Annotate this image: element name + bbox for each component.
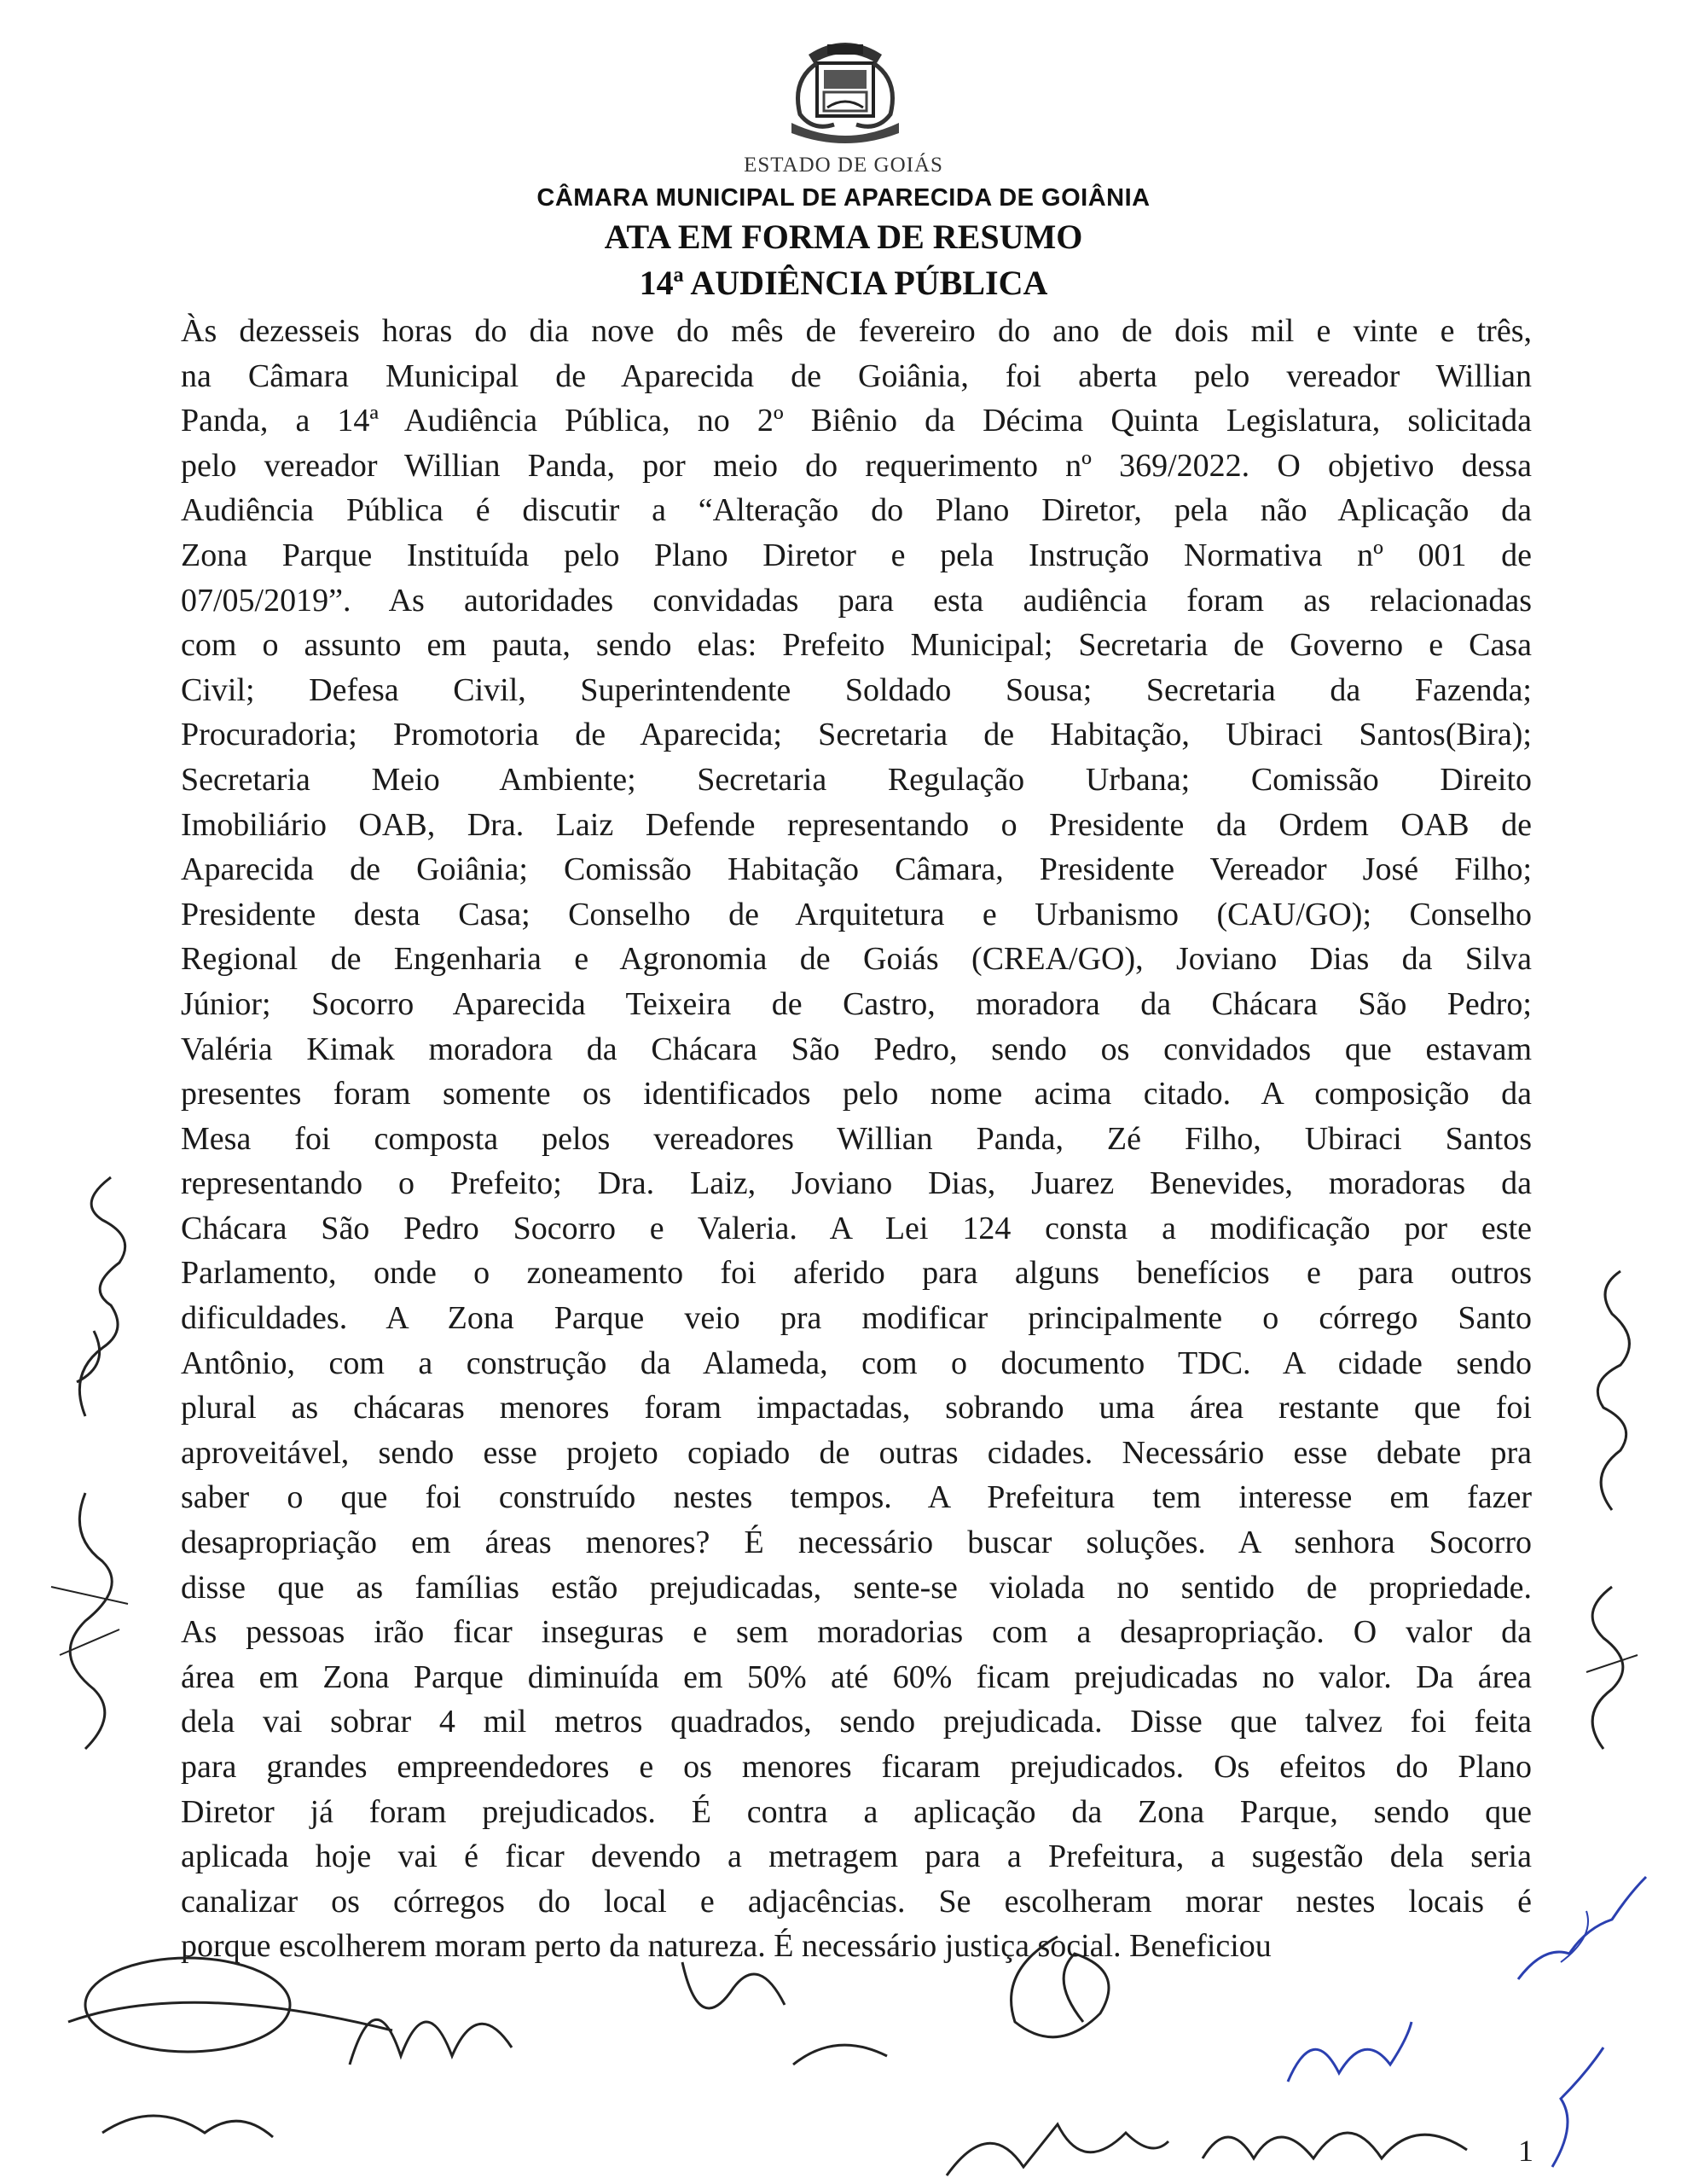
body-line: Panda, a 14ª Audiência Pública, no 2º Biênio da Décima Quinta Legislatura, solicitada [181,403,1532,439]
body-line: Diretor já foram prejudicados. É contra a aplicação da Zona Parque, sendo que [181,1793,1532,1830]
signature-right-2 [1561,1570,1655,1757]
body-line: Júnior; Socorro Aparecida Teixeira de Castro, moradora da Chácara São Pedro; [181,985,1532,1022]
body-line: Parlamento, onde o zoneamento foi aferido para alguns benefícios e para outros [181,1255,1532,1292]
body-line: plural as chácaras menores foram impactadas, sobrando uma área restante que foi [181,1390,1532,1426]
signature-bottom-right [1535,2039,1629,2175]
body-line: Secretaria Meio Ambiente; Secretaria Regulação Urbana; Comissão Direito [181,761,1532,798]
signature-bottom-4 [981,1928,1134,2065]
signature-bottom-3 [665,1937,938,2090]
document-title: ATA EM FORMA DE RESUMO [604,218,1083,256]
body-line: porque escolherem moram perto da natureza. É necessário justiça social. Beneficiou [181,1928,1272,1965]
body-line: Às dezesseis horas do dia nove do mês de fevereiro do ano de dois mil e vinte e três, [181,313,1532,349]
state-name: ESTADO DE GOIÁS [744,154,943,177]
body-line: para grandes empreendedores e os menores ficaram prejudicados. Os efeitos do Plano [181,1749,1532,1785]
chamber-name: CÂMARA MUNICIPAL DE APARECIDA DE GOIÂNIA [536,184,1151,212]
signature-left-1 [51,1160,145,1433]
signature-bottom-6 [938,2107,1177,2184]
minutes-body [181,309,1532,1969]
body-line: na Câmara Municipal de Aparecida de Goiânia, foi aberta pelo vereador Willian [181,357,1532,394]
signature-right-blue [1510,1860,1655,1988]
body-line: As pessoas irão ficar inseguras e sem moradorias com a desapropriação. O valor da [181,1614,1532,1651]
body-line: dela vai sobrar 4 mil metros quadrados, sendo prejudicada. Disse que talvez foi feita [181,1704,1532,1740]
body-line: canalizar os córregos do local e adjacências. Se escolheram morar nestes locais é [181,1883,1532,1920]
body-line: área em Zona Parque diminuída em 50% até 60% ficam prejudicadas no valor. Da área [181,1658,1532,1695]
body-line: aplicada hoje vai é ficar devendo a metragem para a Prefeitura, a sugestão dela seria [181,1838,1532,1875]
body-line: dificuldades. A Zona Parque veio pra modificar principalmente o córrego Santo [181,1300,1532,1337]
signature-right-1 [1561,1263,1655,1519]
body-line: pelo vereador Willian Panda, por meio do requerimento nº 369/2022. O objetivo dessa [181,447,1532,484]
body-line: Mesa foi composta pelos vereadores Willian Panda, Zé Filho, Ubiraci Santos [181,1120,1532,1157]
body-line: 07/05/2019”. As autoridades convidadas para esta audiência foram as relacionadas [181,582,1532,619]
body-line: Presidente desta Casa; Conselho de Arquitetura e Urbanismo (CAU/GO); Conselho [181,896,1532,932]
signature-bottom-2 [341,1962,563,2082]
signature-left-2 [34,1484,145,1757]
body-line: Valéria Kimak moradora da Chácara São Pedro, sendo os convidados que estavam [181,1031,1532,1067]
body-line: Antônio, com a construção da Alameda, com o documento TDC. A cidade sendo [181,1345,1532,1381]
body-line: Imobiliário OAB, Dra. Laiz Defende representando o Presidente da Ordem OAB de [181,806,1532,843]
body-line: representando o Prefeito; Dra. Laiz, Joviano Dias, Juarez Benevides, moradoras da [181,1165,1532,1202]
body-line: Audiência Pública é discutir a “Alteração do Plano Diretor, pela não Aplicação da [181,492,1532,529]
document-subtitle: 14ª AUDIÊNCIA PÚBLICA [639,264,1048,302]
municipal-coat-of-arms-icon [774,29,916,150]
body-line: Regional de Engenharia e Agronomia de Goiás (CREA/GO), Joviano Dias da Silva [181,941,1532,978]
body-line: disse que as famílias estão prejudicadas, sente-se violada no sentido de propriedade. [181,1569,1532,1606]
body-line: saber o que foi construído nestes tempos. A Prefeitura tem interesse em fazer [181,1479,1532,1516]
signature-bottom-5 [1194,2082,1484,2184]
body-line: Procuradoria; Promotoria de Aparecida; Secretaria de Habitação, Ubiraci Santos(Bira); [181,717,1532,753]
body-line: aproveitável, sendo esse projeto copiado de outras cidades. Necessário esse debate pra [181,1434,1532,1471]
body-line: Zona Parque Instituída pelo Plano Diretor e pela Instrução Normativa nº 001 de [181,537,1532,573]
body-line: desapropriação em áreas menores? É necessário buscar soluções. A senhora Socorro [181,1525,1532,1561]
page-number: 1 [1518,2134,1533,2168]
body-line: com o assunto em pauta, sendo elas: Prefeito Municipal; Secretaria de Governo e Casa [181,627,1532,664]
body-line: Civil; Defesa Civil, Superintendente Soldado Sousa; Secretaria da Fazenda; [181,671,1532,708]
body-line: Aparecida de Goiânia; Comissão Habitação Câmara, Presidente Vereador José Filho; [181,851,1532,888]
body-line: Chácara São Pedro Socorro e Valeria. A Lei 124 consta a modificação por este [181,1210,1532,1246]
body-line: presentes foram somente os identificados pelo nome acima citado. A composição da [181,1076,1532,1112]
